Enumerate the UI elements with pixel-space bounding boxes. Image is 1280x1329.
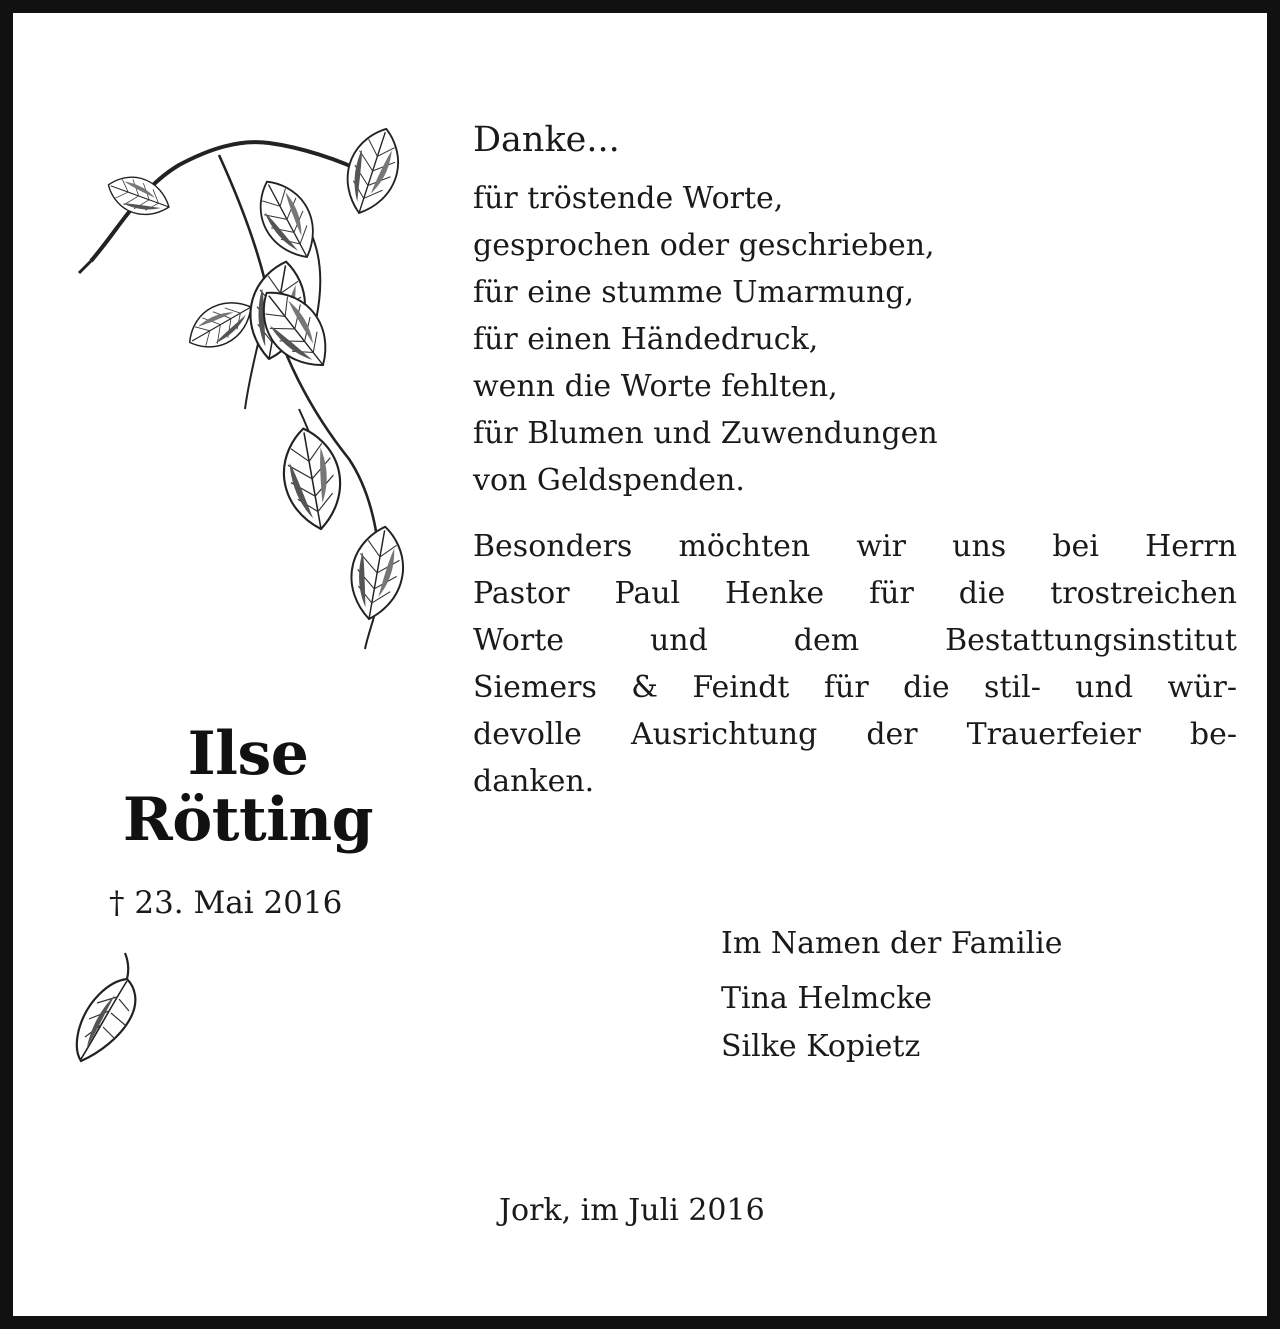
place-date: Jork, im Juli 2016 xyxy=(499,1193,765,1228)
signature-intro: Im Namen der Familie xyxy=(721,926,1063,961)
poem-line: gesprochen oder geschrieben, xyxy=(473,228,935,263)
paragraph-line: Siemers & Feindt für die stil- und wür- xyxy=(473,670,1237,705)
birch-branch-illustration xyxy=(69,109,433,669)
poem-line: für eine stumme Umarmung, xyxy=(473,275,915,310)
thanks-paragraph xyxy=(473,523,1237,805)
paragraph-line: Besonders möchten wir uns bei Herrn xyxy=(473,529,1237,564)
last-name: Rötting xyxy=(122,785,374,855)
poem-line: für einen Händedruck, xyxy=(473,322,819,357)
falling-leaf-illustration xyxy=(69,941,169,1071)
poem-line: für Blumen und Zuwendungen xyxy=(473,416,938,451)
signature-name: Tina Helmcke xyxy=(721,981,933,1016)
signature-name: Silke Kopietz xyxy=(721,1029,921,1064)
first-name: Ilse xyxy=(187,719,309,789)
poem-line: für tröstende Worte, xyxy=(473,181,784,216)
signature-block xyxy=(721,919,1063,1071)
poem-line: von Geldspenden. xyxy=(473,463,745,498)
thanks-poem xyxy=(473,175,938,504)
thanks-title: Danke... xyxy=(473,120,620,160)
deceased-name xyxy=(73,721,423,853)
death-date: † 23. Mai 2016 xyxy=(109,885,343,921)
paragraph-line: Worte und dem Bestattungsinstitut xyxy=(473,623,1237,658)
paragraph-line: Pastor Paul Henke für die trostreichen xyxy=(473,576,1237,611)
poem-line: wenn die Worte fehlten, xyxy=(473,369,838,404)
paragraph-line: danken. xyxy=(473,764,595,799)
paragraph-line: devolle Ausrichtung der Trauerfeier be- xyxy=(473,717,1237,752)
